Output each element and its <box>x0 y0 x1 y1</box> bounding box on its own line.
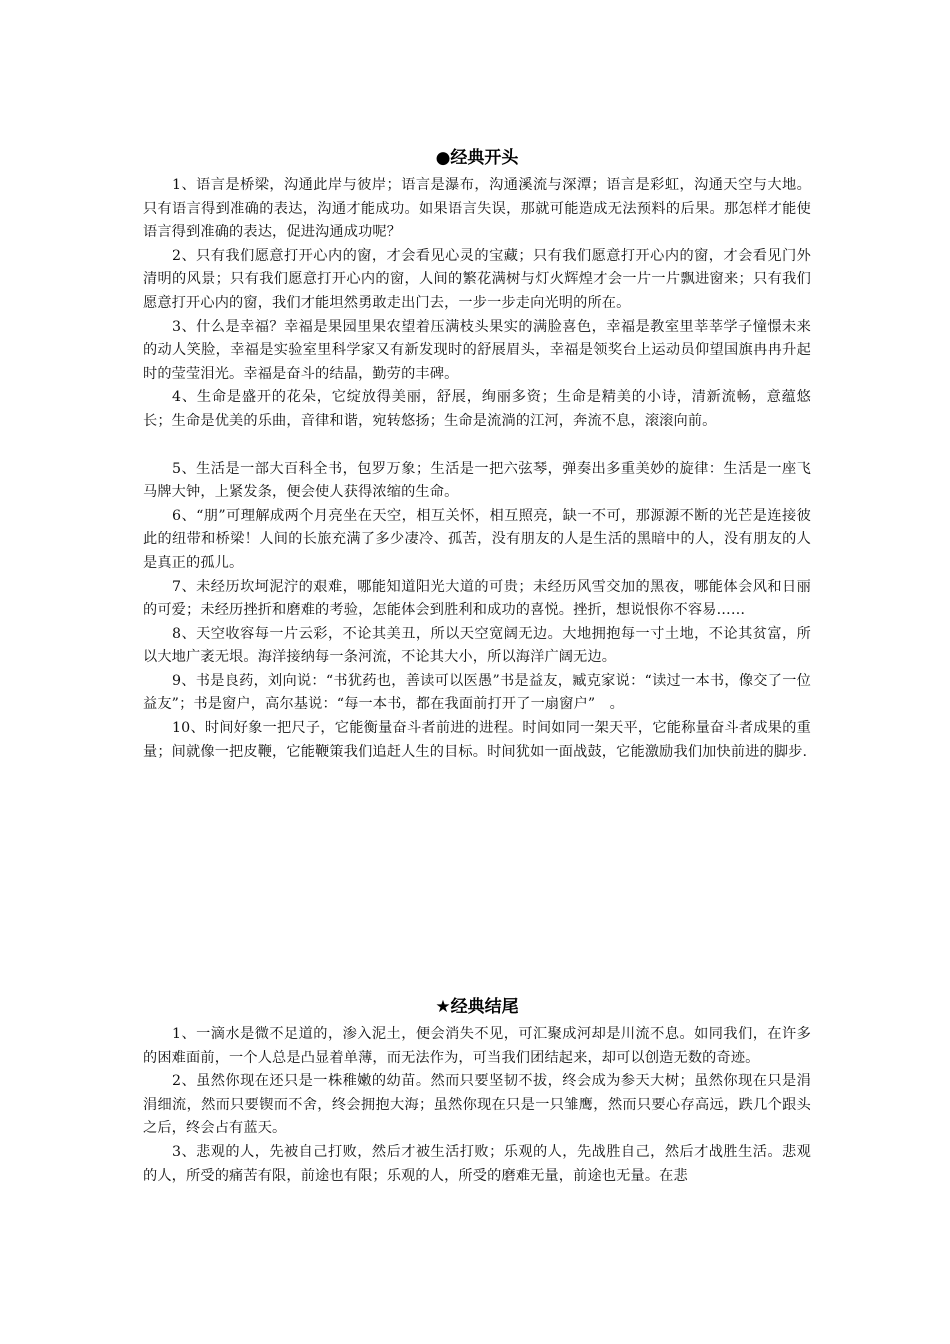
opening-paragraph-4: 4、生命是盛开的花朵，它绽放得美丽，舒展，绚丽多资；生命是精美的小诗，清新流畅，意蕴悠长；生命是优美的乐曲，音律和谐，宛转悠扬；生命是流淌的江河，奔流不息，滚滚向前。 <box>143 389 811 429</box>
closing-section <box>143 995 811 1188</box>
opening-section <box>143 146 811 764</box>
opening-paragraph-6: 6、“朋”可理解成两个月亮坐在天空，相互关怀，相互照亮，缺一不可，那源源不断的光芒是连接彼此的纽带和桥梁！人间的长旅充满了多少凄冷、孤苦，没有朋友的人是生活的黑暗中的人，没有朋友的人是真正的孤儿。 <box>143 507 811 571</box>
opening-paragraph-5: 5、生活是一部大百科全书，包罗万象；生活是一把六弦琴，弹奏出多重美妙的旋律：生活是一座飞马牌大钟，上紧发条，便会使人获得浓缩的生命。 <box>143 460 811 501</box>
closing-paragraph-2: 2、虽然你现在还只是一株稚嫩的幼苗。然而只要坚韧不拔，终会成为参天大树；虽然你现在只是涓涓细流，然而只要锲而不舍，终会拥抱大海；虽然你现在只是一只雏鹰，然而只要心存高远，跌几个跟头之后，终会占有蓝天。 <box>143 1073 811 1137</box>
opening-paragraph-8: 8、天空收容每一片云彩，不论其美丑，所以天空宽阔无边。大地拥抱每一寸土地，不论其贫富，所以大地广袤无垠。海洋接纳每一条河流，不论其大小，所以海洋广阔无边。 <box>143 625 811 666</box>
opening-paragraph-7: 7、未经历坎坷泥泞的艰难，哪能知道阳光大道的可贵；未经历风雪交加的黑夜，哪能体会风和日丽的可爱；未经历挫折和磨难的考验，怎能体会到胜利和成功的喜悦。挫折，想说恨你不容易…… <box>143 578 811 619</box>
closing-paragraph-1: 1、一滴水是微不足道的，渗入泥土，便会消失不见，可汇聚成河却是川流不息。如同我们，在许多的困难面前，一个人总是凸显着单薄，而无法作为，可当我们团结起来，却可以创造无数的奇迹。 <box>143 1026 811 1066</box>
closing-paragraph-3: 3、悲观的人，先被自己打败，然后才被生活打败；乐观的人，先战胜自己，然后才战胜生活。悲观的人，所受的痛苦有限，前途也有限；乐观的人，所受的磨难无量，前途也无量。在悲 <box>143 1143 811 1184</box>
opening-paragraph-2: 2、只有我们愿意打开心内的窗，才会看见心灵的宝藏；只有我们愿意打开心内的窗，才会看见门外清明的风景；只有我们愿意打开心内的窗，人间的繁花满树与灯火辉煌才会一片一片飘进窗来；只有我们愿意打开心内的窗，我们才能坦然勇敢走出门去，一步一步走向光明的所在。 <box>143 247 811 311</box>
paragraph-spacer <box>143 434 811 458</box>
opening-paragraph-10: 10、时间好象一把尺子，它能衡量奋斗者前进的进程。时间如同一架天平，它能称量奋斗者成果的重量；间就像一把皮鞭，它能鞭策我们追赶人生的目标。时间犹如一面战鼓，它能激励我们加快前进的脚步. <box>143 720 811 760</box>
opening-paragraph-1: 1、语言是桥梁，沟通此岸与彼岸；语言是瀑布，沟通溪流与深潭；语言是彩虹，沟通天空与大地。只有语言得到准确的表达，沟通才能成功。如果语言失误，那就可能造成无法预料的后果。那怎样才能使语言得到准确的表达，促进沟通成功呢？ <box>143 177 811 241</box>
opening-paragraph-3: 3、什么是幸福？幸福是果园里果农望着压满枝头果实的满脸喜色，幸福是教室里莘莘学子憧憬未来的动人笑脸，幸福是实验室里科学家又有新发现时的舒展眉头，幸福是领奖台上运动员仰望国旗冉冉升起时的莹莹泪光。幸福是奋斗的结晶，勤劳的丰碑。 <box>143 318 811 382</box>
opening-paragraph-9: 9、书是良药，刘向说：“书犹药也，善读可以医愚”书是益友，臧克家说：“读过一本书，像交了一位益友”；书是窗户，高尔基说：“每一本书，都在我面前打开了一扇窗户” 。 <box>143 672 811 713</box>
closing-heading: ★经典结尾 <box>435 997 519 1017</box>
opening-heading: ●经典开头 <box>435 148 519 168</box>
